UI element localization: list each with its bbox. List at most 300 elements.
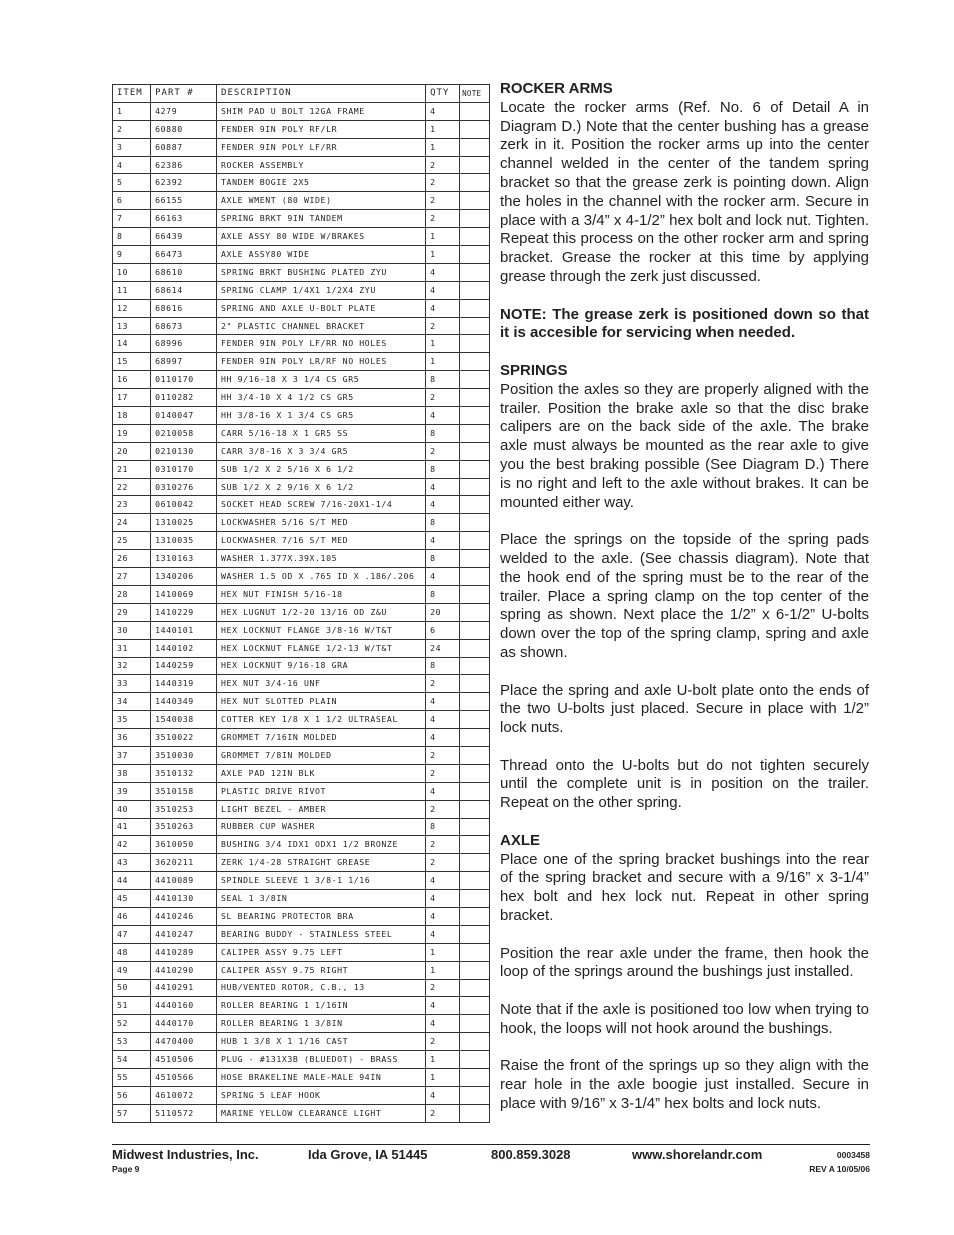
cell-item-number: 29	[113, 603, 151, 621]
cell-item-number: 47	[113, 925, 151, 943]
cell-description: SUB 1/2 X 2 9/16 X 6 1/2	[217, 478, 426, 496]
cell-part-number: 66473	[151, 246, 217, 264]
cell-qty: 4	[426, 299, 460, 317]
note-paragraph	[500, 306, 869, 344]
parts-table-header	[113, 85, 490, 103]
footer-revision: REV A 10/05/06	[809, 1164, 870, 1174]
cell-qty: 4	[426, 907, 460, 925]
cell-item-number: 50	[113, 979, 151, 997]
table-row	[113, 174, 490, 192]
cell-description: HH 9/16-18 X 3 1/4 CS GR5	[217, 371, 426, 389]
cell-part-number: 4510506	[151, 1051, 217, 1069]
cell-qty: 1	[426, 246, 460, 264]
table-row	[113, 496, 490, 514]
table-row	[113, 693, 490, 711]
cell-qty: 4	[426, 496, 460, 514]
table-row	[113, 156, 490, 174]
cell-qty: 4	[426, 782, 460, 800]
table-row	[113, 675, 490, 693]
header-item: ITEM	[113, 85, 151, 103]
cell-item-number: 2	[113, 120, 151, 138]
cell-part-number: 4410247	[151, 925, 217, 943]
footer-website[interactable]: www.shorelandr.com	[632, 1147, 763, 1162]
cell-description: LOCKWASHER 7/16 S/T MED	[217, 532, 426, 550]
header-qty: QTY	[426, 85, 460, 103]
cell-part-number: 3510022	[151, 729, 217, 747]
cell-part-number: 1440102	[151, 639, 217, 657]
cell-note	[460, 764, 490, 782]
table-row	[113, 1104, 490, 1122]
cell-note	[460, 424, 490, 442]
table-row	[113, 568, 490, 586]
springs-heading: SPRINGS	[500, 361, 568, 379]
cell-description: FENDER 9IN POLY LF/RR NO HOLES	[217, 335, 426, 353]
footer-doc-number: 0003458	[836, 1150, 870, 1160]
table-row	[113, 961, 490, 979]
cell-part-number: 1340206	[151, 568, 217, 586]
cell-note	[460, 460, 490, 478]
cell-qty: 1	[426, 353, 460, 371]
cell-qty: 8	[426, 424, 460, 442]
table-row	[113, 1086, 490, 1104]
table-row	[113, 746, 490, 764]
table-row	[113, 407, 490, 425]
cell-qty: 2	[426, 764, 460, 782]
cell-item-number: 10	[113, 263, 151, 281]
cell-item-number: 52	[113, 1015, 151, 1033]
table-row	[113, 800, 490, 818]
parts-table	[112, 84, 490, 1123]
cell-item-number: 17	[113, 389, 151, 407]
cell-description: LIGHT BEZEL - AMBER	[217, 800, 426, 818]
cell-item-number: 21	[113, 460, 151, 478]
cell-qty: 2	[426, 854, 460, 872]
cell-qty: 4	[426, 729, 460, 747]
cell-part-number: 1310025	[151, 514, 217, 532]
axle-paragraph-1: Place one of the spring bracket bushings into the rear of the spring bracket and secure with a 9/16” x 3-1/4” hex bolt and hex lock nut. Repeat in other spring bracket.	[500, 850, 869, 925]
note-text: : The grease zerk is positioned down so that it is accesible for servicing when needed.	[500, 305, 869, 342]
cell-part-number: 1540038	[151, 711, 217, 729]
cell-part-number: 62392	[151, 174, 217, 192]
table-row	[113, 943, 490, 961]
cell-item-number: 34	[113, 693, 151, 711]
springs-paragraph-4: Thread onto the U-bolts but do not tighten securely until the complete unit is in position on the trailer. Repeat on the other spring.	[500, 756, 869, 812]
cell-description: HUB/VENTED ROTOR, C.B., 13	[217, 979, 426, 997]
cell-item-number: 36	[113, 729, 151, 747]
axle-paragraph-3: Note that if the axle is positioned too low when trying to hook, the loops will not hook around the bushings.	[500, 1001, 869, 1037]
cell-description: PLASTIC DRIVE RIVOT	[217, 782, 426, 800]
cell-note	[460, 1068, 490, 1086]
cell-item-number: 32	[113, 657, 151, 675]
table-row	[113, 711, 490, 729]
cell-qty: 2	[426, 746, 460, 764]
cell-description: ZERK 1/4-28 STRAIGHT GREASE	[217, 854, 426, 872]
cell-item-number: 27	[113, 568, 151, 586]
cell-qty: 4	[426, 102, 460, 120]
cell-item-number: 41	[113, 818, 151, 836]
cell-note	[460, 299, 490, 317]
footer-page-number: Page 9	[112, 1164, 140, 1174]
cell-qty: 8	[426, 585, 460, 603]
cell-description: HOSE BRAKELINE MALE-MALE 94IN	[217, 1068, 426, 1086]
cell-description: CALIPER ASSY 9.75 LEFT	[217, 943, 426, 961]
table-row	[113, 424, 490, 442]
cell-note	[460, 353, 490, 371]
cell-qty: 1	[426, 943, 460, 961]
cell-description: AXLE WMENT (80 WIDE)	[217, 192, 426, 210]
cell-part-number: 1440319	[151, 675, 217, 693]
table-row	[113, 764, 490, 782]
cell-qty: 20	[426, 603, 460, 621]
table-row	[113, 281, 490, 299]
axle-paragraph-2: Position the rear axle under the frame, then hook the loop of the springs around the bushings just installed.	[500, 944, 869, 981]
cell-note	[460, 317, 490, 335]
table-row	[113, 872, 490, 890]
cell-description: SEAL 1 3/8IN	[217, 890, 426, 908]
cell-description: PLUG - #131X3B (BLUEDOT) - BRASS	[217, 1051, 426, 1069]
cell-part-number: 1410229	[151, 603, 217, 621]
cell-qty: 4	[426, 263, 460, 281]
cell-part-number: 68616	[151, 299, 217, 317]
instructions-column	[500, 80, 869, 1114]
cell-item-number: 37	[113, 746, 151, 764]
cell-part-number: 4410246	[151, 907, 217, 925]
cell-part-number: 4510566	[151, 1068, 217, 1086]
cell-qty: 2	[426, 210, 460, 228]
cell-item-number: 1	[113, 102, 151, 120]
cell-description: HEX NUT SLOTTED PLAIN	[217, 693, 426, 711]
cell-part-number: 4610072	[151, 1086, 217, 1104]
cell-part-number: 68996	[151, 335, 217, 353]
cell-part-number: 0110170	[151, 371, 217, 389]
cell-description: SL BEARING PROTECTOR BRA	[217, 907, 426, 925]
cell-description: SOCKET HEAD SCREW 7/16-20X1-1/4	[217, 496, 426, 514]
cell-part-number: 3510030	[151, 746, 217, 764]
cell-part-number: 4470400	[151, 1033, 217, 1051]
cell-note	[460, 854, 490, 872]
table-row	[113, 120, 490, 138]
cell-item-number: 26	[113, 550, 151, 568]
cell-qty: 4	[426, 872, 460, 890]
cell-note	[460, 1104, 490, 1122]
cell-description: GROMMET 7/8IN MOLDED	[217, 746, 426, 764]
cell-note	[460, 568, 490, 586]
cell-item-number: 48	[113, 943, 151, 961]
cell-part-number: 4410290	[151, 961, 217, 979]
table-row	[113, 854, 490, 872]
cell-description: BEARING BUDDY - STAINLESS STEEL	[217, 925, 426, 943]
cell-item-number: 38	[113, 764, 151, 782]
cell-qty: 1	[426, 228, 460, 246]
cell-item-number: 24	[113, 514, 151, 532]
table-row	[113, 836, 490, 854]
cell-qty: 6	[426, 621, 460, 639]
table-row	[113, 603, 490, 621]
cell-qty: 2	[426, 174, 460, 192]
cell-part-number: 66163	[151, 210, 217, 228]
cell-part-number: 3510158	[151, 782, 217, 800]
cell-note	[460, 603, 490, 621]
cell-qty: 1	[426, 120, 460, 138]
footer-address: Ida Grove, IA 51445	[308, 1147, 428, 1162]
cell-description: HEX LUGNUT 1/2-20 13/16 OD Z&U	[217, 603, 426, 621]
cell-part-number: 1440349	[151, 693, 217, 711]
parts-table-body	[113, 102, 490, 1122]
table-row	[113, 585, 490, 603]
cell-description: HEX NUT 3/4-16 UNF	[217, 675, 426, 693]
rocker-arms-paragraph: Locate the rocker arms (Ref. No. 6 of Detail A in Diagram D.) Note that the center bushing has a grease zerk in it. Position the rocker arms up into the center channel welded in the center of the tandem spring bracket so that the grease zerk is pointing down. Align the holes in the channel with the rocker arm. Secure in place with a 3/4” x 4-1/2” hex bolt and lock nut. Tighten. Repeat this process on the other rocker arm and spring bracket. Grease the rocker at this time by applying grease through the zerk just discussed.	[500, 98, 869, 285]
header-note: NOTE	[460, 85, 490, 103]
cell-item-number: 54	[113, 1051, 151, 1069]
table-row	[113, 925, 490, 943]
cell-note	[460, 997, 490, 1015]
cell-description: HEX NUT FINISH 5/16-18	[217, 585, 426, 603]
cell-qty: 1	[426, 138, 460, 156]
cell-description: GROMMET 7/16IN MOLDED	[217, 729, 426, 747]
cell-part-number: 60880	[151, 120, 217, 138]
table-row	[113, 782, 490, 800]
cell-note	[460, 371, 490, 389]
cell-qty: 4	[426, 568, 460, 586]
cell-qty: 1	[426, 961, 460, 979]
cell-part-number: 0310170	[151, 460, 217, 478]
cell-note	[460, 263, 490, 281]
cell-item-number: 16	[113, 371, 151, 389]
cell-item-number: 31	[113, 639, 151, 657]
cell-item-number: 7	[113, 210, 151, 228]
cell-note	[460, 621, 490, 639]
cell-note	[460, 389, 490, 407]
cell-qty: 4	[426, 281, 460, 299]
cell-qty: 8	[426, 550, 460, 568]
cell-part-number: 1310035	[151, 532, 217, 550]
cell-qty: 2	[426, 389, 460, 407]
cell-description: LOCKWASHER 5/16 S/T MED	[217, 514, 426, 532]
cell-note	[460, 961, 490, 979]
cell-part-number: 1310163	[151, 550, 217, 568]
cell-qty: 4	[426, 1015, 460, 1033]
cell-description: HEX LOCKNUT 9/16-18 GRA	[217, 657, 426, 675]
cell-part-number: 3610050	[151, 836, 217, 854]
cell-note	[460, 639, 490, 657]
cell-item-number: 3	[113, 138, 151, 156]
cell-note	[460, 192, 490, 210]
table-row	[113, 1015, 490, 1033]
cell-description: AXLE ASSY80 WIDE	[217, 246, 426, 264]
cell-qty: 2	[426, 442, 460, 460]
cell-note	[460, 693, 490, 711]
table-row	[113, 550, 490, 568]
cell-description: FENDER 9IN POLY LR/RF NO HOLES	[217, 353, 426, 371]
cell-description: SPRING AND AXLE U-BOLT PLATE	[217, 299, 426, 317]
table-row	[113, 532, 490, 550]
cell-qty: 2	[426, 800, 460, 818]
cell-item-number: 11	[113, 281, 151, 299]
cell-description: WASHER 1.5 OD X .765 ID X .186/.206	[217, 568, 426, 586]
cell-qty: 8	[426, 657, 460, 675]
table-row	[113, 1051, 490, 1069]
cell-item-number: 19	[113, 424, 151, 442]
cell-note	[460, 228, 490, 246]
table-row	[113, 1033, 490, 1051]
cell-item-number: 55	[113, 1068, 151, 1086]
cell-item-number: 6	[113, 192, 151, 210]
table-row	[113, 997, 490, 1015]
cell-item-number: 15	[113, 353, 151, 371]
table-row	[113, 1068, 490, 1086]
cell-qty: 2	[426, 156, 460, 174]
cell-description: SPRING 5 LEAF HOOK	[217, 1086, 426, 1104]
cell-part-number: 0210058	[151, 424, 217, 442]
cell-qty: 2	[426, 1104, 460, 1122]
table-row	[113, 890, 490, 908]
cell-description: SPRING BRKT BUSHING PLATED ZYU	[217, 263, 426, 281]
cell-item-number: 43	[113, 854, 151, 872]
cell-description: FENDER 9IN POLY RF/LR	[217, 120, 426, 138]
cell-qty: 4	[426, 478, 460, 496]
cell-note	[460, 478, 490, 496]
cell-note	[460, 514, 490, 532]
cell-item-number: 30	[113, 621, 151, 639]
cell-item-number: 42	[113, 836, 151, 854]
cell-note	[460, 156, 490, 174]
cell-note	[460, 925, 490, 943]
cell-item-number: 22	[113, 478, 151, 496]
cell-item-number: 56	[113, 1086, 151, 1104]
cell-part-number: 0610042	[151, 496, 217, 514]
cell-note	[460, 174, 490, 192]
cell-note	[460, 979, 490, 997]
cell-description: SUB 1/2 X 2 5/16 X 6 1/2	[217, 460, 426, 478]
cell-item-number: 40	[113, 800, 151, 818]
cell-note	[460, 943, 490, 961]
cell-note	[460, 675, 490, 693]
cell-part-number: 1410069	[151, 585, 217, 603]
table-row	[113, 442, 490, 460]
cell-description: HEX LOCKNUT FLANGE 1/2-13 W/T&T	[217, 639, 426, 657]
footer-divider	[112, 1144, 870, 1145]
cell-qty: 4	[426, 890, 460, 908]
cell-note	[460, 711, 490, 729]
cell-part-number: 60887	[151, 138, 217, 156]
cell-part-number: 0210130	[151, 442, 217, 460]
cell-qty: 8	[426, 818, 460, 836]
table-row	[113, 138, 490, 156]
cell-part-number: 3510132	[151, 764, 217, 782]
table-row	[113, 192, 490, 210]
header-part-number: PART #	[151, 85, 217, 103]
cell-description: HH 3/4-10 X 4 1/2 CS GR5	[217, 389, 426, 407]
cell-part-number: 0110282	[151, 389, 217, 407]
cell-note	[460, 246, 490, 264]
cell-description: AXLE ASSY 80 WIDE W/BRAKES	[217, 228, 426, 246]
note-label: NOTE	[500, 305, 542, 323]
cell-item-number: 9	[113, 246, 151, 264]
cell-item-number: 5	[113, 174, 151, 192]
cell-item-number: 33	[113, 675, 151, 693]
cell-item-number: 23	[113, 496, 151, 514]
footer-company: Midwest Industries, Inc.	[112, 1147, 259, 1162]
cell-note	[460, 496, 490, 514]
axle-heading: AXLE	[500, 831, 541, 849]
table-row	[113, 460, 490, 478]
cell-qty: 4	[426, 407, 460, 425]
table-row	[113, 263, 490, 281]
cell-item-number: 53	[113, 1033, 151, 1051]
table-row	[113, 371, 490, 389]
table-row	[113, 729, 490, 747]
cell-item-number: 4	[113, 156, 151, 174]
cell-note	[460, 585, 490, 603]
cell-note	[460, 729, 490, 747]
cell-item-number: 14	[113, 335, 151, 353]
cell-note	[460, 407, 490, 425]
cell-part-number: 1440101	[151, 621, 217, 639]
cell-description: TANDEM BOGIE 2X5	[217, 174, 426, 192]
cell-part-number: 1440259	[151, 657, 217, 675]
cell-item-number: 20	[113, 442, 151, 460]
cell-note	[460, 800, 490, 818]
cell-note	[460, 836, 490, 854]
cell-part-number: 3510253	[151, 800, 217, 818]
table-row	[113, 299, 490, 317]
cell-item-number: 35	[113, 711, 151, 729]
cell-part-number: 66155	[151, 192, 217, 210]
cell-part-number: 4410089	[151, 872, 217, 890]
table-row	[113, 907, 490, 925]
table-row	[113, 353, 490, 371]
cell-item-number: 13	[113, 317, 151, 335]
cell-note	[460, 657, 490, 675]
cell-part-number: 4410289	[151, 943, 217, 961]
cell-description: ROCKER ASSEMBLY	[217, 156, 426, 174]
cell-qty: 8	[426, 514, 460, 532]
cell-item-number: 8	[113, 228, 151, 246]
cell-qty: 4	[426, 532, 460, 550]
cell-item-number: 44	[113, 872, 151, 890]
cell-qty: 2	[426, 317, 460, 335]
cell-note	[460, 138, 490, 156]
cell-description: FENDER 9IN POLY LF/RR	[217, 138, 426, 156]
cell-qty: 4	[426, 693, 460, 711]
cell-item-number: 49	[113, 961, 151, 979]
cell-item-number: 39	[113, 782, 151, 800]
cell-note	[460, 1015, 490, 1033]
cell-part-number: 0140047	[151, 407, 217, 425]
table-row	[113, 246, 490, 264]
table-row	[113, 621, 490, 639]
cell-description: SHIM PAD U BOLT 12GA FRAME	[217, 102, 426, 120]
table-row	[113, 514, 490, 532]
header-description: DESCRIPTION	[217, 85, 426, 103]
table-row	[113, 317, 490, 335]
cell-description: AXLE PAD 12IN BLK	[217, 764, 426, 782]
cell-part-number: 66439	[151, 228, 217, 246]
cell-note	[460, 1051, 490, 1069]
cell-item-number: 57	[113, 1104, 151, 1122]
cell-item-number: 46	[113, 907, 151, 925]
table-row	[113, 657, 490, 675]
cell-note	[460, 872, 490, 890]
cell-description: SPINDLE SLEEVE 1 3/8-1 1/16	[217, 872, 426, 890]
cell-part-number: 68614	[151, 281, 217, 299]
cell-note	[460, 102, 490, 120]
cell-item-number: 51	[113, 997, 151, 1015]
cell-note	[460, 335, 490, 353]
axle-paragraph-4: Raise the front of the springs up so they align with the rear hole in the axle boogie just installed. Secure in place with 9/16” x 3-1/4” hex bolts and lock nuts.	[500, 1057, 869, 1113]
cell-part-number: 3620211	[151, 854, 217, 872]
cell-item-number: 18	[113, 407, 151, 425]
